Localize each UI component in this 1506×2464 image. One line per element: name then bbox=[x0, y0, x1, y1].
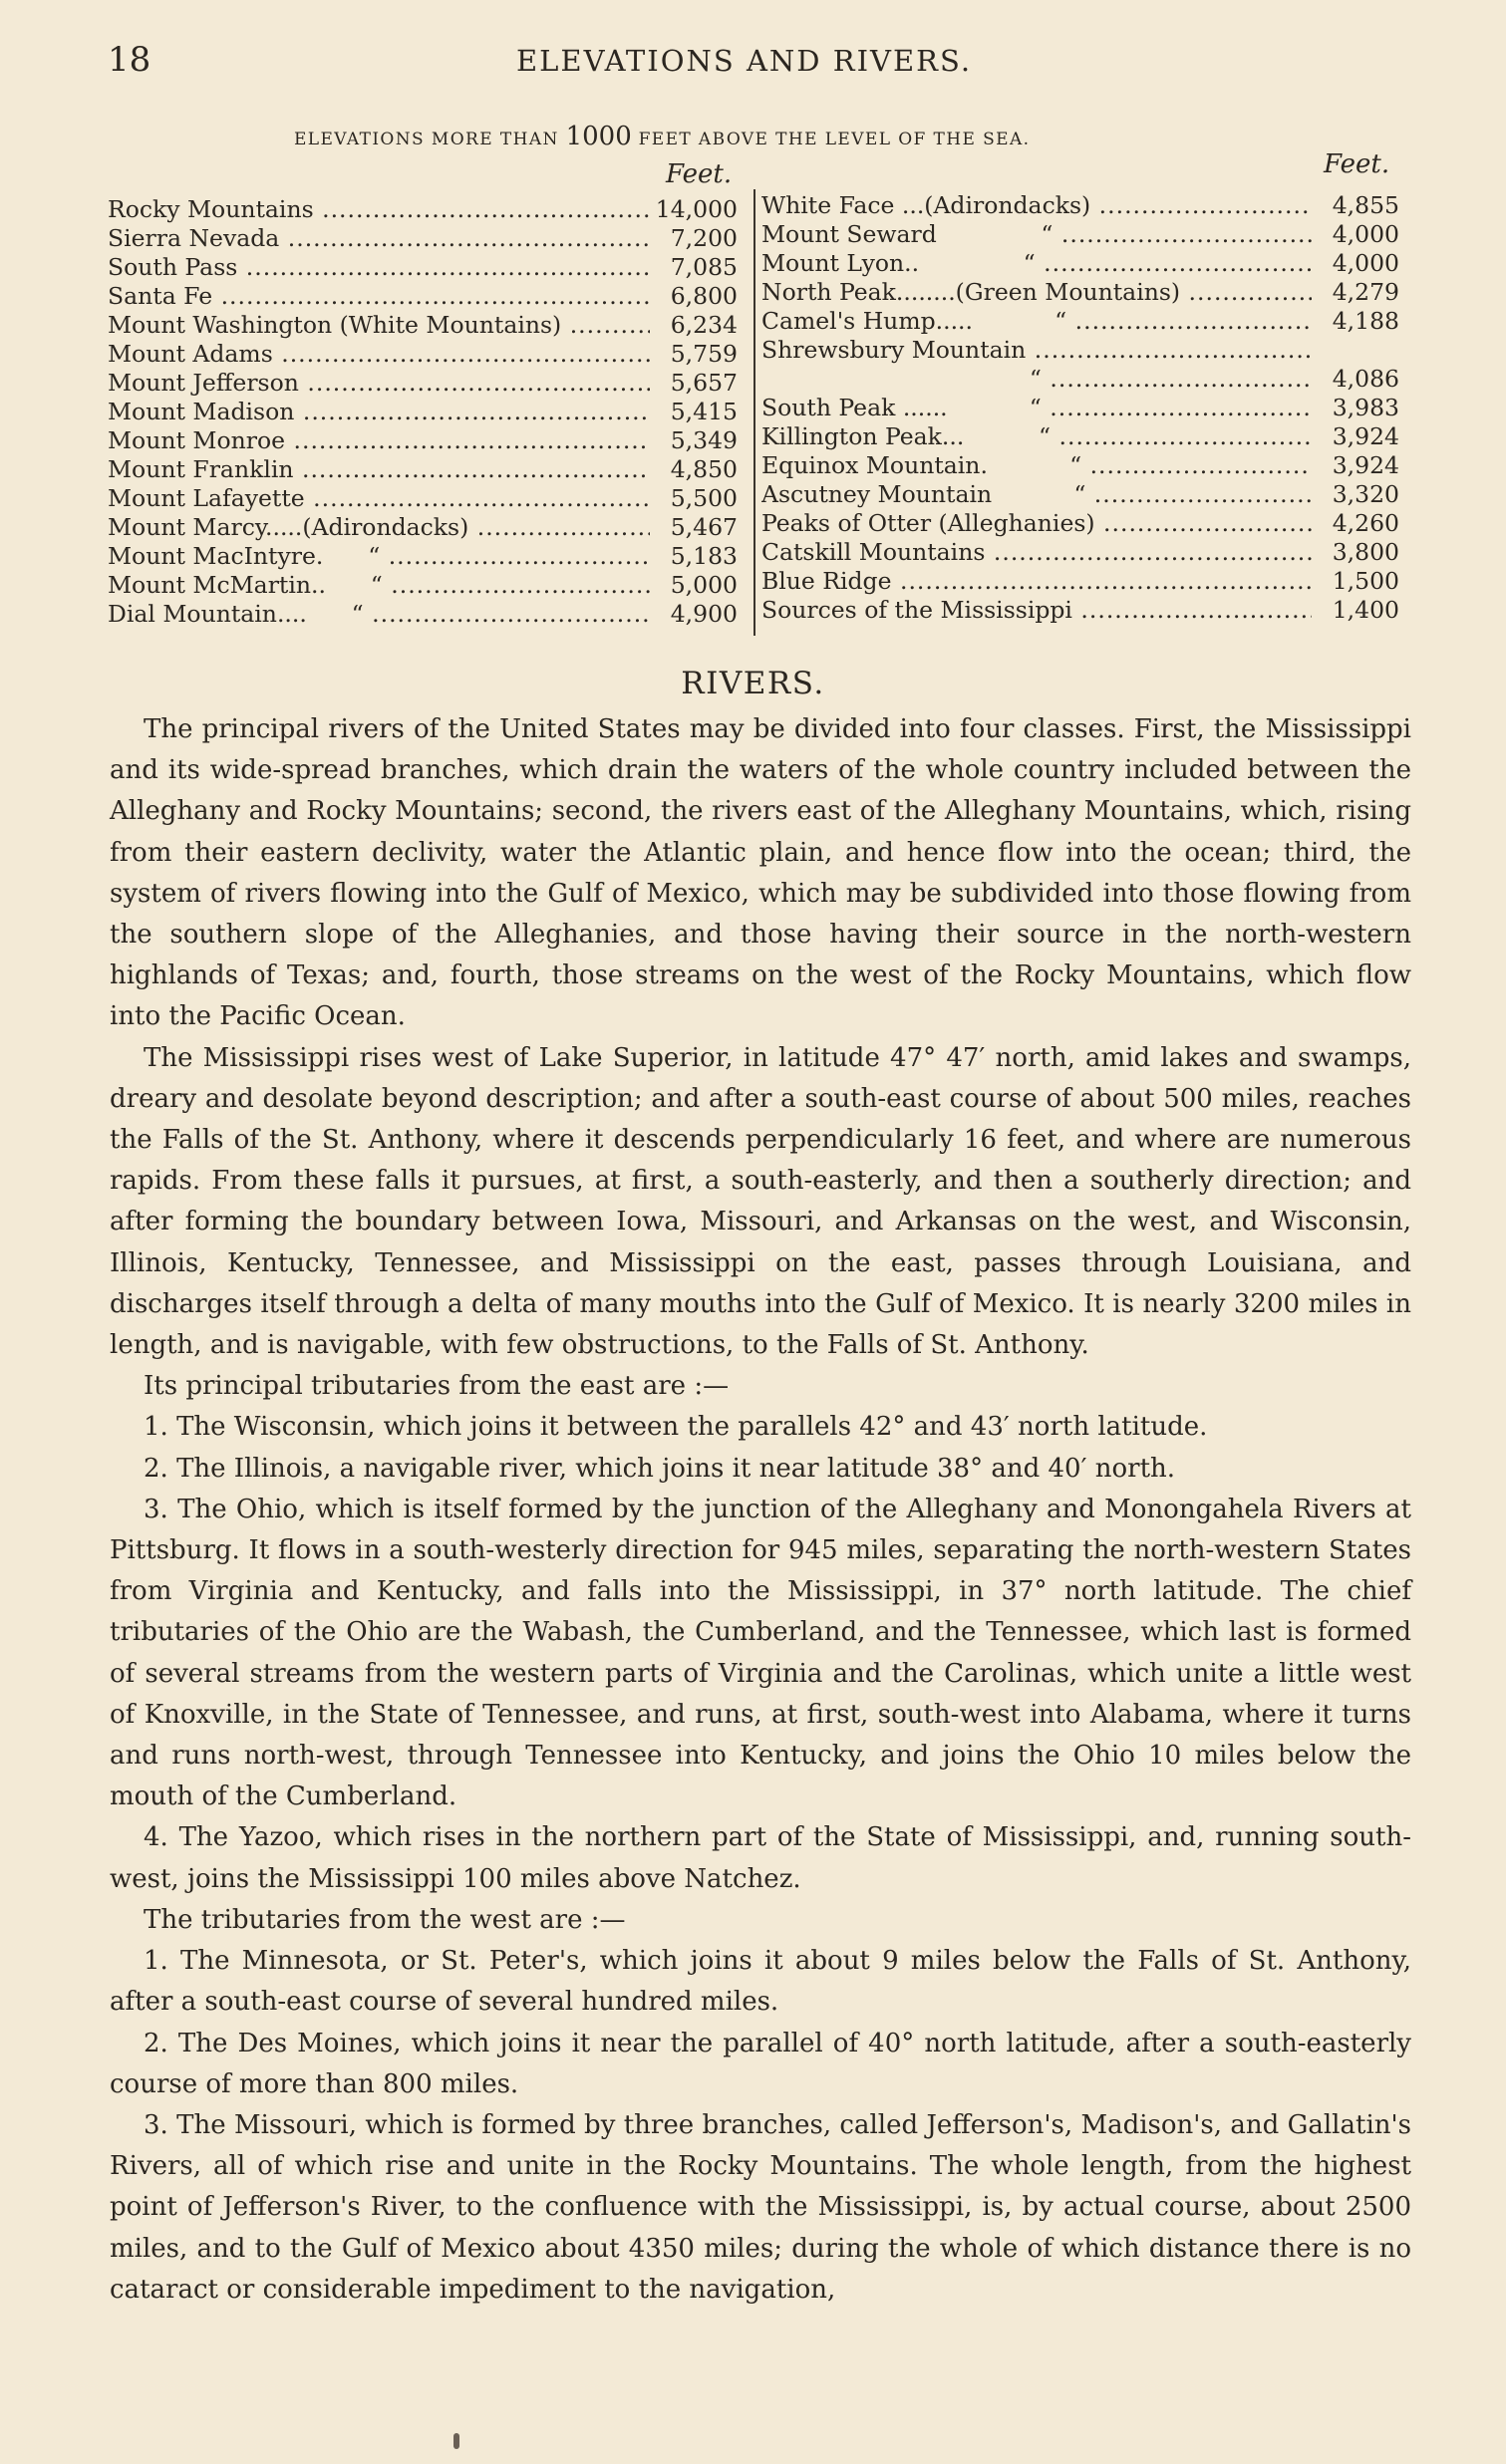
elevation-place: Mount McMartin.. “ ..... bbox=[108, 571, 650, 600]
rivers-paragraph: 1. The Minnesota, or St. Peter's, which joins it about 9 miles below the Falls of St. Anthony, after a south-east course of several hundred miles. bbox=[110, 1946, 1411, 2018]
elevation-feet: 5,349 bbox=[670, 426, 738, 454]
elevation-row bbox=[108, 484, 738, 513]
elevation-row bbox=[108, 426, 738, 455]
rivers-paragraph: The principal rivers of the United States may be divided into four classes. First, the Mississippi and its wide-spread branches, which drain the waters of the whole country included between the Alleghany and Rocky Mountains; second, the rivers east of the Alleghany Mountains, which, rising from their eastern declivity, water the Atlantic plain, and hence flow into the ocean; third, the system of rivers flowing into the Gulf of Mexico, which may be subdivided into those flowing from the southern slope of the Alleghanies, and those having their source in the north-western highlands of Texas; and, fourth, those streams on the west of the Rocky Mountains, which flow into the Pacific Ocean. bbox=[110, 714, 1411, 1032]
elevation-place: Mount Lyon.. “ ..... bbox=[761, 249, 1312, 278]
elevation-place: Rocky Mountains ..... bbox=[108, 195, 650, 224]
running-title: ELEVATIONS AND RIVERS. bbox=[516, 44, 973, 78]
elevation-place: Blue Ridge ..... bbox=[761, 567, 1312, 596]
elevation-row bbox=[761, 278, 1399, 307]
elevation-place: Mount MacIntyre. “ ..... bbox=[108, 542, 650, 571]
elevation-place: Mount Marcy.....(Adirondacks) ..... bbox=[108, 513, 650, 542]
rivers-paragraph: 2. The Illinois, a navigable river, which joins it near latitude 38° and 40′ north. bbox=[144, 1453, 1176, 1484]
rivers-paragraph: 2. The Des Moines, which joins it near the parallel of 40° north latitude, after a south-easterly course of more than 800 miles. bbox=[110, 2028, 1411, 2099]
elevation-feet: 5,000 bbox=[670, 571, 738, 599]
rivers-paragraph: The tributaries from the west are :— bbox=[144, 1904, 626, 1935]
elevation-row bbox=[761, 538, 1399, 567]
elevation-row bbox=[761, 365, 1399, 394]
elevation-row bbox=[761, 480, 1399, 509]
elevation-row bbox=[761, 307, 1399, 336]
elevation-feet: 1,400 bbox=[1332, 596, 1399, 624]
elevation-place: Mount Jefferson ..... bbox=[108, 369, 650, 398]
rivers-paragraph: 3. The Ohio, which is itself formed by the junction of the Alleghany and Monongahela Rivers at Pittsburg. It flows in a south-westerly direction for 945 miles, separating the north-western States from Virginia and Kentucky, and falls into the Mississippi, in 37° north latitude. The chief tributaries of the Ohio are the Wabash, the Cumberland, and the Tennessee, which last is formed of several streams from the western parts of Virginia and the Carolinas, which unite a little west of Knoxville, in the State of Tennessee, and runs, at first, south-west into Alabama, where it turns and runs north-west, through Tennessee into Kentucky, and joins the Ohio 10 miles below the mouth of the Cumberland. bbox=[110, 1494, 1411, 1812]
elevation-table-caption bbox=[294, 122, 1030, 151]
elevation-place: Sierra Nevada ..... bbox=[108, 224, 650, 253]
elevation-place: South Peak ...... “ ..... bbox=[761, 394, 1312, 422]
print-mark bbox=[453, 2433, 459, 2449]
elevation-feet: 5,657 bbox=[670, 369, 738, 397]
elevation-feet: 3,320 bbox=[1332, 480, 1399, 508]
rivers-text bbox=[110, 709, 1411, 2311]
elevation-place: Mount Monroe ..... bbox=[108, 426, 650, 455]
elevation-feet: 4,260 bbox=[1332, 509, 1399, 537]
page-number: 18 bbox=[108, 40, 151, 80]
rivers-heading: RIVERS. bbox=[681, 666, 825, 701]
elevation-feet: 14,000 bbox=[655, 195, 738, 223]
elevation-feet: 3,924 bbox=[1332, 451, 1399, 479]
elevation-place: Mount Madison ..... bbox=[108, 398, 650, 426]
rivers-paragraph: 4. The Yazoo, which rises in the northern part of the State of Mississippi, and, running south-west, joins the Mississippi 100 miles above Natchez. bbox=[110, 1822, 1411, 1894]
rivers-paragraph: Its principal tributaries from the east are :— bbox=[144, 1371, 730, 1402]
caption-pre: ELEVATIONS MORE THAN bbox=[294, 130, 559, 149]
elevation-feet: 4,188 bbox=[1332, 307, 1399, 335]
elevation-row bbox=[761, 394, 1399, 422]
elevation-feet: 4,086 bbox=[1332, 365, 1399, 393]
elevation-feet: 1,500 bbox=[1332, 567, 1399, 595]
elevation-row bbox=[108, 311, 738, 340]
elevation-row bbox=[108, 195, 738, 224]
elevation-row bbox=[108, 253, 738, 282]
elevation-row bbox=[761, 596, 1399, 625]
elevation-row bbox=[108, 224, 738, 253]
caption-post: FEET ABOVE THE LEVEL OF THE SEA. bbox=[638, 130, 1031, 149]
elevation-row bbox=[108, 369, 738, 398]
elevation-place: Catskill Mountains ..... bbox=[761, 538, 1312, 567]
elevation-feet: 4,850 bbox=[670, 455, 738, 483]
elevation-row bbox=[761, 220, 1399, 249]
elevation-feet: 3,983 bbox=[1332, 394, 1399, 421]
elevation-row bbox=[108, 340, 738, 369]
elevation-place: Mount Lafayette ..... bbox=[108, 484, 650, 513]
elevation-feet: 3,800 bbox=[1332, 538, 1399, 566]
elevation-table-left bbox=[108, 195, 738, 629]
column-divider bbox=[753, 189, 755, 636]
rivers-paragraph: 1. The Wisconsin, which joins it between the parallels 42° and 43′ north latitude. bbox=[144, 1412, 1208, 1443]
elevation-feet: 5,759 bbox=[670, 340, 738, 368]
elevation-row bbox=[108, 571, 738, 600]
elevation-row bbox=[108, 542, 738, 571]
elevation-row bbox=[108, 282, 738, 311]
elevation-row bbox=[761, 451, 1399, 480]
elevation-row bbox=[761, 249, 1399, 278]
elevation-feet: 5,500 bbox=[670, 484, 738, 512]
elevation-feet: 5,415 bbox=[670, 398, 738, 425]
elevation-row bbox=[108, 600, 738, 629]
rivers-paragraph: 3. The Missouri, which is formed by three branches, called Jefferson's, Madison's, and Gallatin's Rivers, all of which rise and unite in the Rocky Mountains. The whole length, from the highest point of Jefferson's River, to the confluence with the Mississippi, is, by actual course, about 2500 miles, and to the Gulf of Mexico about 4350 miles; during the whole of which distance there is no cataract or considerable impediment to the navigation, bbox=[110, 2109, 1411, 2305]
elevation-place: South Pass ..... bbox=[108, 253, 650, 282]
elevation-feet: 4,279 bbox=[1332, 278, 1399, 306]
elevation-row bbox=[761, 422, 1399, 451]
elevation-feet: 5,467 bbox=[670, 513, 738, 541]
elevation-feet: 4,900 bbox=[670, 600, 738, 628]
elevation-place: Mount Seward “ ..... bbox=[761, 220, 1312, 249]
elevation-place: Sources of the Mississippi ..... bbox=[761, 596, 1312, 625]
elevation-row bbox=[761, 191, 1399, 220]
elevation-row bbox=[108, 455, 738, 484]
elevation-feet: 5,183 bbox=[670, 542, 738, 570]
elevation-place: Equinox Mountain. “ ..... bbox=[761, 451, 1312, 480]
elevation-place: Peaks of Otter (Alleghanies) ..... bbox=[761, 509, 1312, 538]
elevation-place: Dial Mountain.... “ ..... bbox=[108, 600, 650, 629]
right-unit-header: Feet. bbox=[1324, 149, 1390, 179]
elevation-place: Mount Adams ..... bbox=[108, 340, 650, 369]
page-header bbox=[108, 40, 1403, 90]
left-unit-header: Feet. bbox=[666, 159, 733, 189]
elevation-place: White Face ...(Adirondacks) ..... bbox=[761, 191, 1312, 220]
elevation-place: “ ..... bbox=[761, 365, 1312, 394]
elevation-feet: 4,855 bbox=[1332, 191, 1399, 219]
elevation-table-right bbox=[761, 191, 1399, 625]
elevation-row bbox=[108, 398, 738, 426]
elevation-feet: 6,234 bbox=[670, 311, 738, 339]
elevation-place: Santa Fe ..... bbox=[108, 282, 650, 311]
elevation-row bbox=[108, 513, 738, 542]
elevation-feet: 4,000 bbox=[1332, 249, 1399, 277]
elevation-place: Camel's Hump..... “ ..... bbox=[761, 307, 1312, 336]
elevation-place: Ascutney Mountain “ ..... bbox=[761, 480, 1312, 509]
elevation-feet: 7,085 bbox=[670, 253, 738, 281]
elevation-place: Shrewsbury Mountain ..... bbox=[761, 336, 1312, 365]
elevation-feet: 3,924 bbox=[1332, 422, 1399, 450]
rivers-paragraph: The Mississippi rises west of Lake Superior, in latitude 47° 47′ north, amid lakes and swamps, dreary and desolate beyond description; and after a south-east course of about 500 miles, reaches the Falls of the St. Anthony, where it descends perpendicularly 16 feet, and where are numerous rapids. From these falls it pursues, at first, a south-easterly, and then a southerly direction; and after forming the boundary between Iowa, Missouri, and Arkansas on the west, and Wisconsin, Illinois, Kentucky, Tennessee, and Mississippi on the east, passes through Louisiana, and discharges itself through a delta of many mouths into the Gulf of Mexico. It is nearly 3200 miles in length, and is navigable, with few obstructions, to the Falls of St. Anthony. bbox=[110, 1042, 1411, 1361]
elevation-place: Killington Peak... “ ..... bbox=[761, 422, 1312, 451]
elevation-feet: 4,000 bbox=[1332, 220, 1399, 248]
caption-number: 1000 bbox=[565, 122, 632, 151]
elevation-row bbox=[761, 509, 1399, 538]
elevation-row bbox=[761, 336, 1399, 365]
elevation-place: Mount Washington (White Mountains) ..... bbox=[108, 311, 650, 340]
elevation-place: North Peak........(Green Mountains) ..... bbox=[761, 278, 1312, 307]
elevation-feet: 7,200 bbox=[670, 224, 738, 252]
elevation-place: Mount Franklin ..... bbox=[108, 455, 650, 484]
elevation-feet: 6,800 bbox=[670, 282, 738, 310]
elevation-row bbox=[761, 567, 1399, 596]
